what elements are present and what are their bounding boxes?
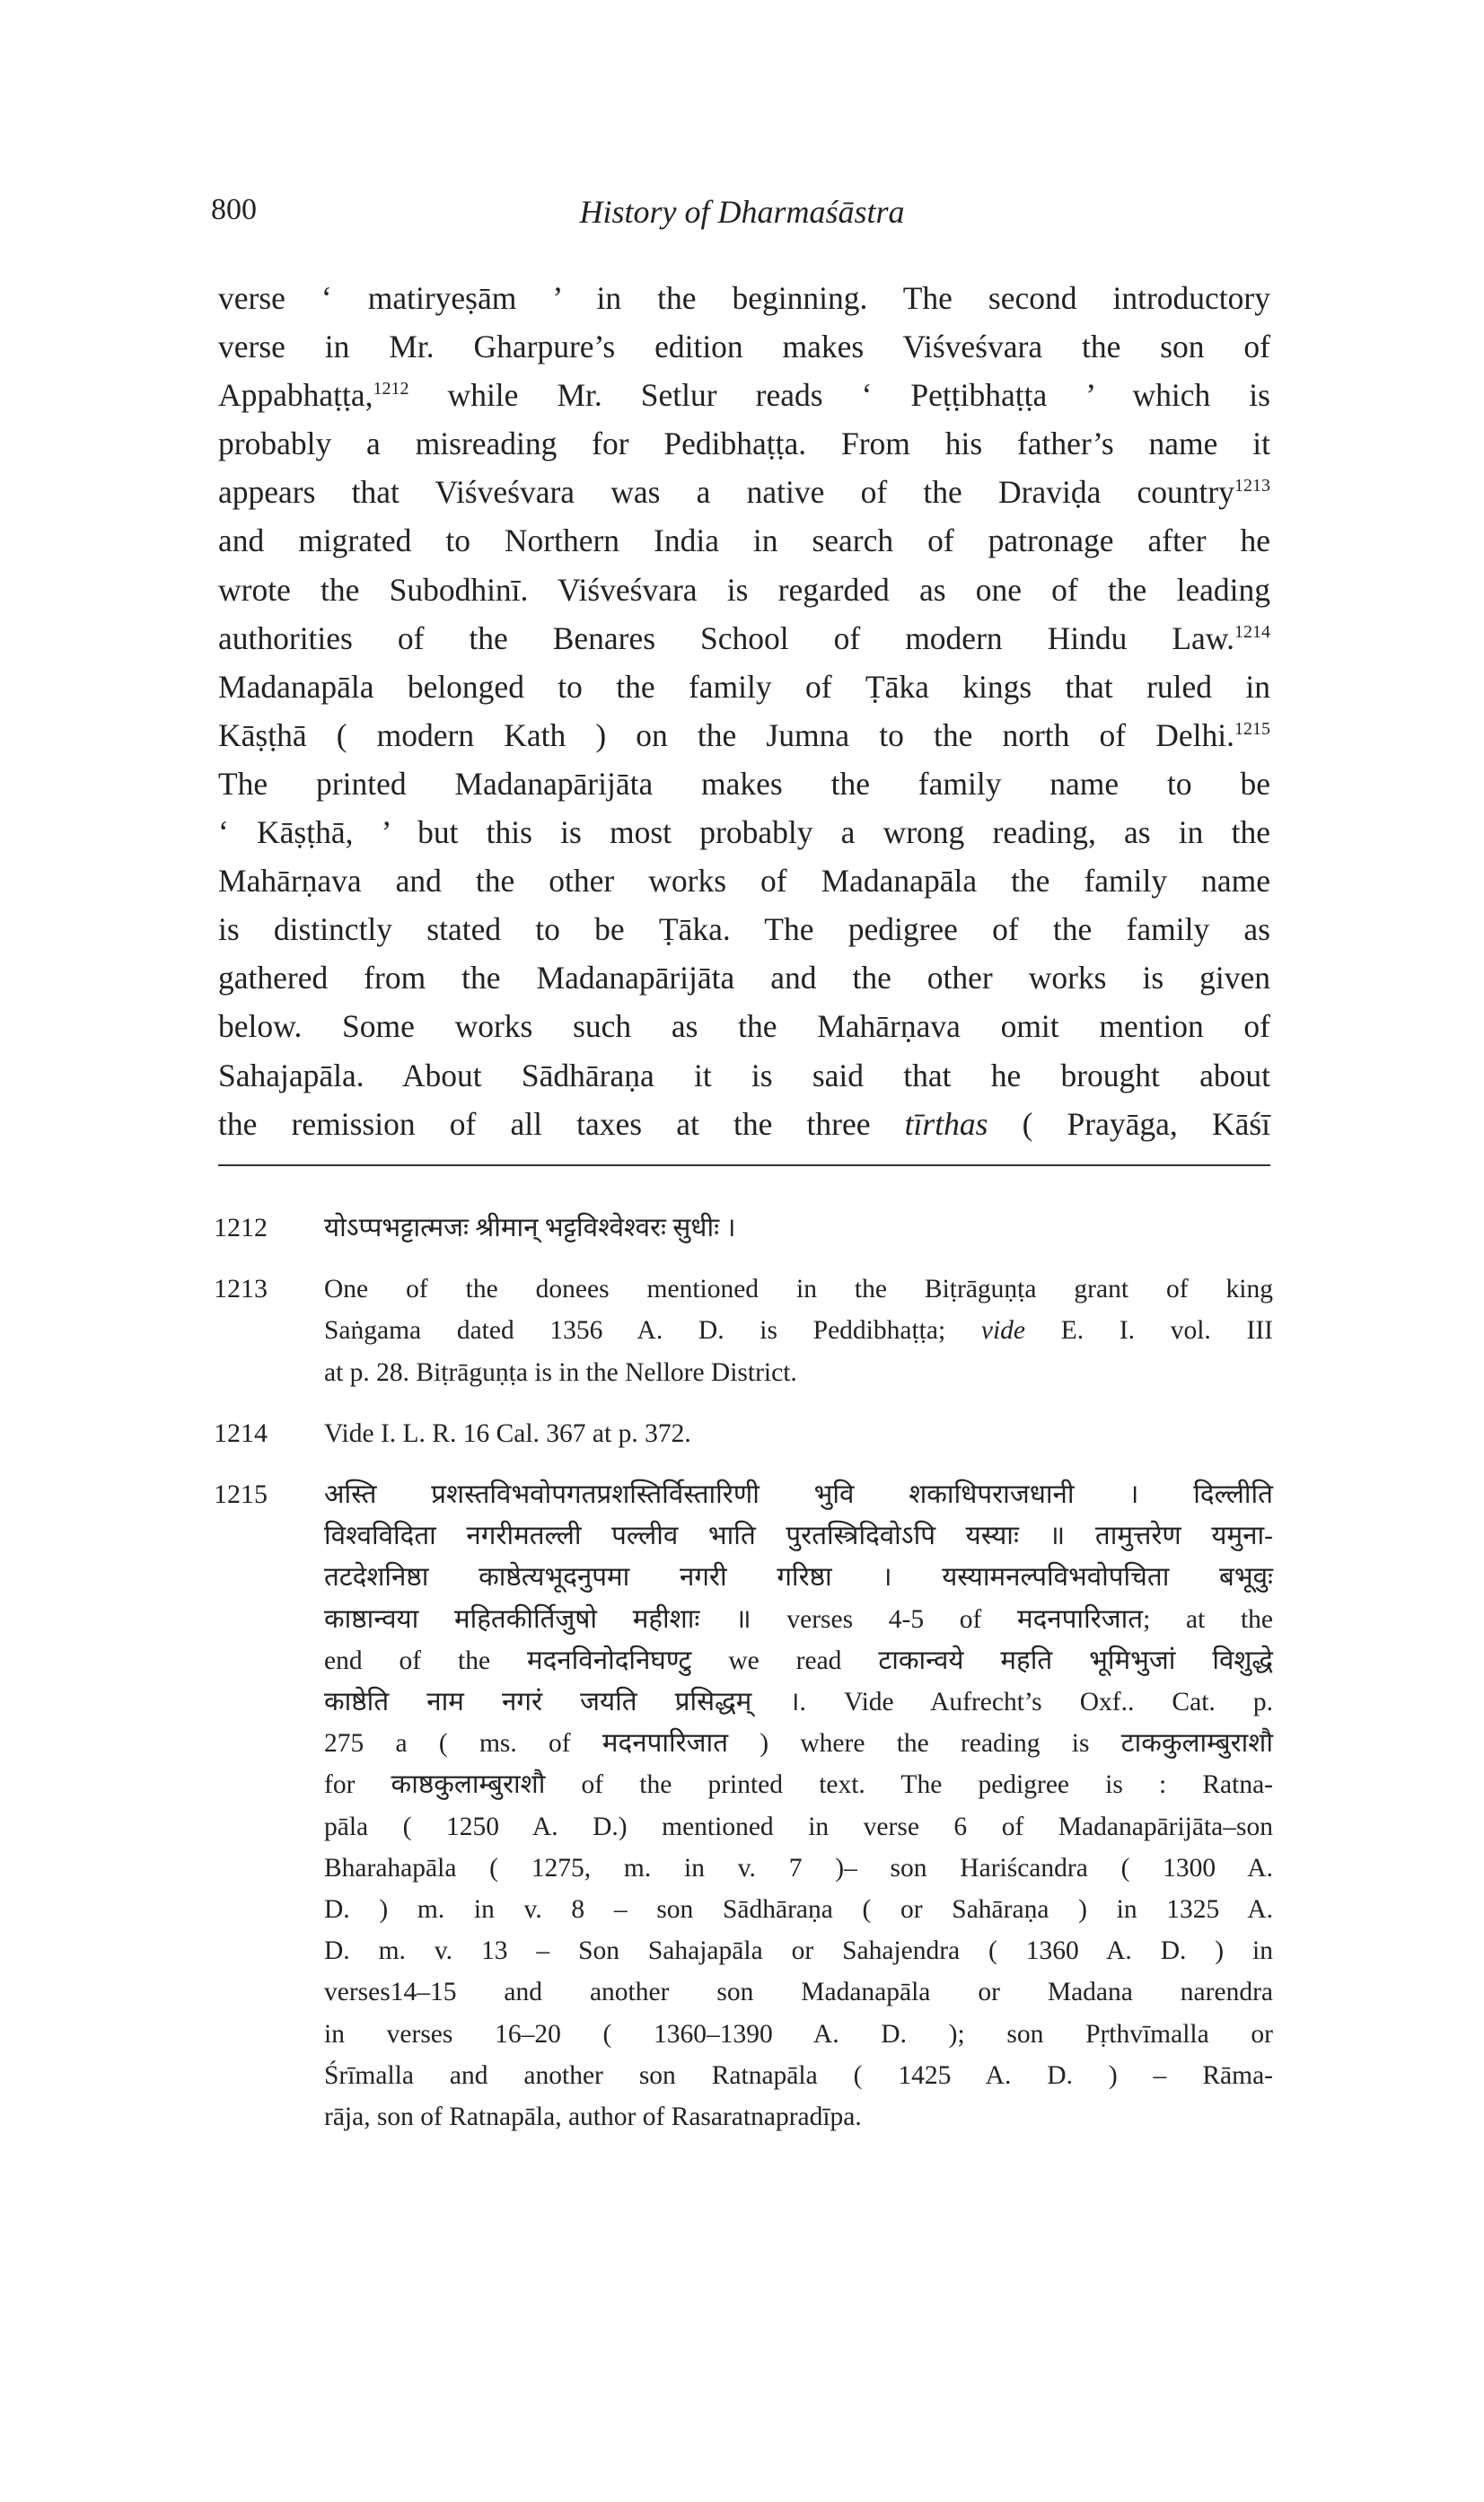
body-line: ‘ Kāṣṭhā, ’ but this is most probably a wrong reading, as in the <box>218 814 1270 851</box>
footnote-line: 275 a ( ms. of मदनपारिजात ) where the reading is टाककुलाम्बुराशौ <box>324 1729 1273 1759</box>
footnote-text <box>324 1413 1273 1454</box>
footnote-1214 <box>214 1413 1273 1454</box>
footnote-line: One of the donees mentioned in the Biṭrāguṇṭa grant of king <box>324 1275 1273 1304</box>
body-line: Madanapāla belonged to the family of Ṭāka kings that ruled in <box>218 668 1270 705</box>
body-line: wrote the Subodhinī. Viśveśvara is regarded as one of the leading <box>218 571 1270 608</box>
page-number: 800 <box>211 193 257 226</box>
footnote-1215 <box>214 1474 1273 2138</box>
page-header <box>211 193 1273 247</box>
footnote-line: in verses 16–20 ( 1360–1390 A. D. ); son Pṛthvīmalla or <box>324 2019 1273 2049</box>
footnote-line: D. m. v. 13 – Son Sahajapāla or Sahajendra ( 1360 A. D. ) in <box>324 1936 1273 1966</box>
body-line <box>218 468 1270 516</box>
body-line: probably a misreading for Pedibhaṭṭa. From his father’s name it <box>218 426 1270 462</box>
body-line: is distinctly stated to be Ṭāka. The pedigree of the family as <box>218 911 1270 948</box>
footnote-line: तटदेशनिष्ठा काष्ठेत्यभूदनुपमा नगरी गरिष्ठा । यस्यामनल्पविभवोपचिता बभूवुः <box>324 1563 1273 1593</box>
body-line-text: Kāṣṭhā ( modern Kath ) on the Jumna to the north of Delhi. <box>218 716 1234 753</box>
body-line <box>218 371 1270 419</box>
footnote-line: काष्ठान्वया महितकीर्तिजुषो महीशाः ॥ verses 4-5 of मदनपारिजात; at the <box>324 1604 1273 1634</box>
footnote-number: 1213 <box>214 1274 268 1304</box>
footnote-line: at p. 28. Biṭrāguṇṭa is in the Nellore District. <box>324 1357 797 1387</box>
body-line: Mahārṇava and the other works of Madanapāla the family name <box>218 863 1270 900</box>
footnote-italic-word: vide <box>980 1316 1026 1346</box>
footnote-line: Vide I. L. R. 16 Cal. 367 at p. 372. <box>324 1418 691 1448</box>
footnote-number: 1212 <box>214 1213 268 1242</box>
body-line: Sahajapāla. About Sādhāraṇa it is said that he brought about <box>218 1057 1270 1093</box>
footnote-line: D. ) m. in v. 8 – son Sādhāraṇa ( or Sahāraṇa ) in 1325 A. <box>324 1895 1273 1925</box>
footnote-line: Śrīmalla and another son Ratnapāla ( 1425 A. D. ) – Rāma- <box>324 2060 1273 2090</box>
footnote-text <box>324 1474 1273 2138</box>
body-line-text: the remission of all taxes at the three <box>218 1105 871 1142</box>
footnote-divider <box>218 1164 1270 1166</box>
footnote-line <box>324 1310 1273 1351</box>
body-line: The printed Madanapārijāta makes the family name to be <box>218 765 1270 802</box>
footnote-line: विश्वविदिता नगरीमतल्ली पल्लीव भाति पुरतस्त्रिदिवोऽपि यस्याः ॥ तामुत्तरेण यमुना- <box>324 1522 1273 1551</box>
footnote-line: Bharahapāla ( 1275, m. in v. 7 )– son Hariścandra ( 1300 A. <box>324 1853 1273 1883</box>
running-title: History of Dharmaśāstra <box>579 194 905 230</box>
footnote-line: end of the मदनविनोदनिघण्टु we read टाकान्वये महति भूमिभुजां विशुद्धे <box>324 1646 1273 1675</box>
body-line-text: ( Prayāga, Kāśī <box>988 1105 1270 1142</box>
body-line-text: Appabhaṭṭa, <box>218 377 373 414</box>
footnote-number: 1214 <box>214 1418 268 1448</box>
body-line <box>218 711 1270 759</box>
footnote-text <box>324 1269 1273 1393</box>
footnote-line: rāja, son of Ratnapāla, author of Rasaratnapradīpa. <box>324 2103 862 2132</box>
body-line: and migrated to Northern India in search of patronage after he <box>218 522 1270 559</box>
footnote-ref: 1212 <box>373 379 409 399</box>
body-line: verse in Mr. Gharpure’s edition makes Viśveśvara the son of <box>218 329 1270 365</box>
footnote-ref: 1214 <box>1234 621 1270 642</box>
footnote-line: योऽप्पभट्टात्मजः श्रीमान् भट्टविश्वेश्वरः सुधीः । <box>324 1214 736 1242</box>
body-line: gathered from the Madanapārijāta and the other works is given <box>218 960 1270 996</box>
footnote-line: for काष्ठकुलाम्बुराशौ of the printed text. The pedigree is : Ratna- <box>324 1770 1273 1800</box>
body-line: verse ‘ matiryeṣām ’ in the beginning. The second introductory <box>218 280 1270 316</box>
body-italic-word: tīrthas <box>904 1105 988 1142</box>
body-line-text: authorities of the Benares School of modern Hindu Law. <box>218 619 1234 656</box>
body-text <box>218 274 1270 1148</box>
body-line-text: while Mr. Setlur reads ‘ Peṭṭibhaṭṭa ’ which is <box>408 377 1270 414</box>
footnote-line-text: E. I. vol. III <box>1025 1316 1273 1346</box>
footnote-line-text: Saṅgama dated 1356 A. D. is Peddibhaṭṭa; <box>324 1316 946 1346</box>
footnote-ref: 1213 <box>1234 476 1270 496</box>
footnote-line: pāla ( 1250 A. D.) mentioned in verse 6 of Madanapārijāta–son <box>324 1812 1273 1841</box>
footnote-line: अस्ति प्रशस्तविभवोपगतप्रशस्तिर्विस्तारिणी भुवि शकाधिपराजधानी । दिल्लीति <box>324 1480 1273 1510</box>
body-line: below. Some works such as the Mahārṇava omit mention of <box>218 1008 1270 1045</box>
footnote-1212 <box>214 1207 1273 1249</box>
footnotes <box>214 1207 1273 2157</box>
body-line <box>218 1100 1270 1148</box>
footnote-line: काष्ठेति नाम नगरं जयति प्रसिद्धम् ।. Vide Aufrecht’s Oxf.. Cat. p. <box>324 1688 1273 1717</box>
footnote-text <box>324 1207 1273 1249</box>
body-line <box>218 614 1270 663</box>
footnote-line: verses14–15 and another son Madanapāla or Madana narendra <box>324 1978 1273 2007</box>
body-line-text: appears that Viśveśvara was a native of the Draviḍa country <box>218 474 1234 511</box>
footnote-number: 1215 <box>214 1479 268 1510</box>
footnote-1213 <box>214 1269 1273 1393</box>
footnote-ref: 1215 <box>1234 719 1270 740</box>
